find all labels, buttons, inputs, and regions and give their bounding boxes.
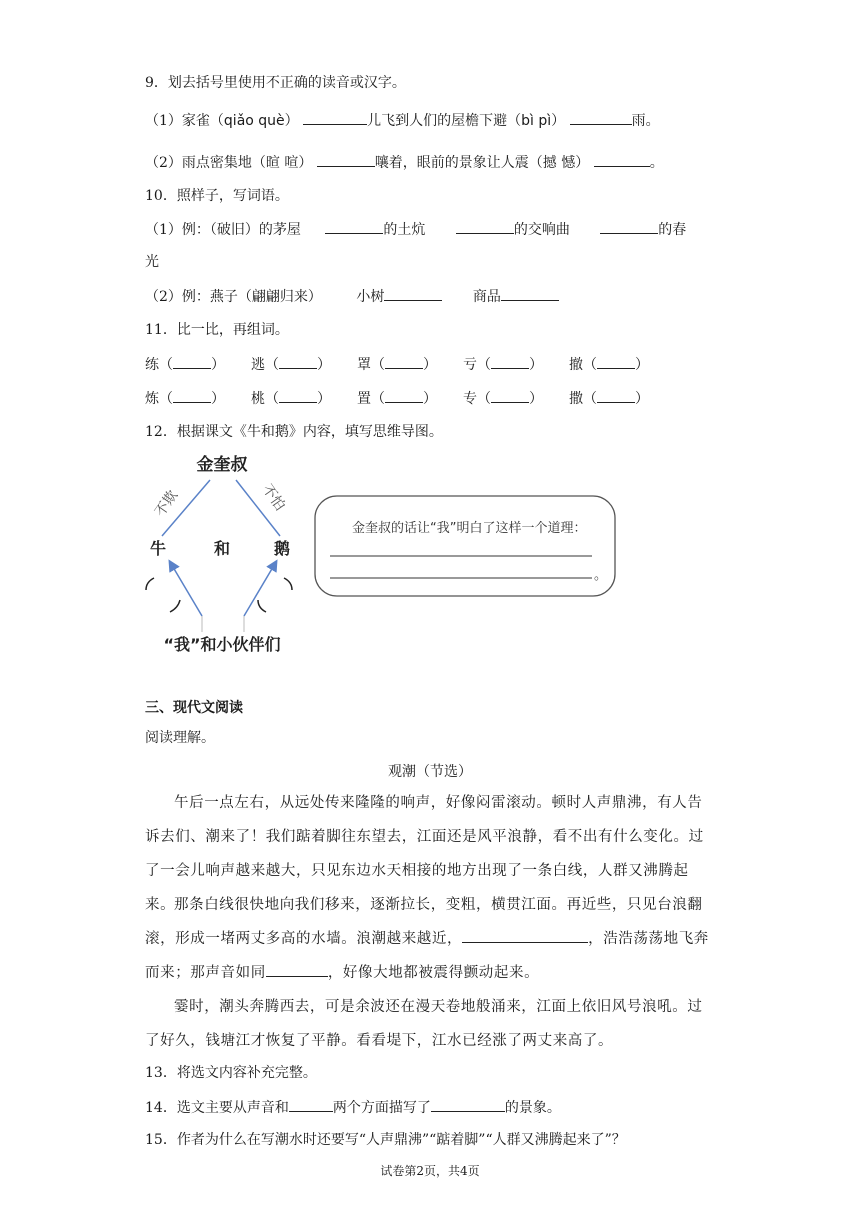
q11-char: 桃 bbox=[251, 391, 265, 407]
q10-word: 的土炕 bbox=[383, 222, 426, 238]
q11-cell bbox=[357, 388, 437, 408]
passage-p3: 霎时，潮头奔腾西去，可是余波还在漫天卷地般涌来，江面上依旧风号浪吼。过了好久，钱塘江才恢复了平静。看看堤下，江水已经涨了两丈来高了。 bbox=[145, 999, 703, 1049]
q10-word: 小树 bbox=[356, 289, 385, 305]
q9-item1-part: （1）家雀（ bbox=[145, 113, 224, 129]
blank-bracket bbox=[258, 600, 266, 612]
section-subtitle: 阅读理解。 bbox=[145, 730, 215, 746]
q9-title: 9．划去括号里使用不正确的读音或汉字。 bbox=[145, 75, 406, 91]
answer-blank[interactable] bbox=[600, 219, 658, 234]
q11-char: 罩 bbox=[357, 357, 371, 373]
passage-p2-part: ，好像大地都被震得颤动起来。 bbox=[327, 965, 540, 981]
q11-cell bbox=[569, 354, 649, 374]
q11-paren-close: ） bbox=[211, 357, 225, 373]
q14-part: 的景象。 bbox=[504, 1100, 561, 1116]
passage-p2-part: ，浩浩荡荡地飞奔而来；那声音如同 bbox=[145, 931, 709, 981]
answer-blank[interactable] bbox=[266, 962, 328, 977]
lesson-box bbox=[315, 496, 615, 596]
node-jinkuishu: 金奎叔 bbox=[196, 455, 248, 475]
q11-cell bbox=[251, 354, 331, 374]
q10-item1-cont: 光 bbox=[145, 254, 159, 270]
q11-cell bbox=[357, 354, 437, 374]
q11-char: 置 bbox=[357, 391, 371, 407]
q10-example: （1）例：（破旧）的茅屋 bbox=[145, 222, 301, 238]
q14 bbox=[145, 1097, 561, 1118]
answer-blank[interactable] bbox=[279, 354, 317, 369]
q10-word: 的交响曲 bbox=[513, 222, 570, 238]
q9-item1-part: ） bbox=[284, 113, 299, 129]
answer-blank[interactable] bbox=[173, 354, 211, 369]
answer-blank[interactable] bbox=[491, 354, 529, 369]
q11-paren-open: （ bbox=[583, 391, 597, 407]
q11-paren-open: （ bbox=[159, 357, 173, 373]
q9-item1-part: 儿飞到人们的屋檐下避（ bbox=[367, 113, 522, 129]
q11-cell bbox=[569, 388, 649, 408]
answer-blank[interactable] bbox=[431, 1097, 505, 1112]
answer-blank[interactable] bbox=[501, 286, 559, 301]
answer-blank[interactable] bbox=[384, 286, 442, 301]
answer-blank[interactable] bbox=[456, 219, 514, 234]
q10-item1 bbox=[145, 219, 686, 240]
q10-example: （2）例：燕子（翩翩归来） bbox=[145, 289, 322, 305]
q11-char: 练 bbox=[145, 357, 159, 373]
q11-cell bbox=[463, 354, 543, 374]
answer-blank[interactable] bbox=[462, 928, 588, 943]
q10-word: 商品 bbox=[472, 289, 501, 305]
edge-label-left: 不欺 bbox=[152, 487, 182, 520]
q11-cell bbox=[145, 388, 225, 408]
answer-blank[interactable] bbox=[597, 388, 635, 403]
answer-blank[interactable] bbox=[385, 354, 423, 369]
q14-part: 两个方面描写了 bbox=[332, 1100, 431, 1116]
q11-paren-close: ） bbox=[317, 357, 331, 373]
node-ox: 牛 bbox=[149, 539, 167, 558]
q11-paren-close: ） bbox=[635, 391, 649, 407]
q11-char: 撒 bbox=[569, 391, 583, 407]
q11-char: 撤 bbox=[569, 357, 583, 373]
q11-char: 逃 bbox=[251, 357, 265, 373]
passage-p1: 午后一点左右，从远处传来隆隆的响声，好像闷雷滚动。顿时人声鼎沸，有人告诉去们、潮来了！我们踮着脚往东望去，江面还是风平浪静，看不出有什么变化。过了一会儿响声越来越大，只见东边水天相接的地方出现了一条白线，人群又沸腾起来。 bbox=[145, 795, 704, 913]
q12-title: 12．根据课文《牛和鹅》内容，填写思维导图。 bbox=[145, 424, 443, 440]
q9-item2-part: 。 bbox=[649, 155, 664, 171]
q11-paren-open: （ bbox=[159, 391, 173, 407]
answer-blank[interactable] bbox=[597, 354, 635, 369]
q11-paren-close: ） bbox=[635, 357, 649, 373]
q11-paren-open: （ bbox=[583, 357, 597, 373]
answer-blank[interactable] bbox=[491, 388, 529, 403]
q10-item2 bbox=[145, 286, 559, 307]
passage-p2 bbox=[145, 888, 715, 990]
answer-blank[interactable] bbox=[385, 388, 423, 403]
edge-label-right: 不怕 bbox=[258, 481, 288, 514]
q11-paren-open: （ bbox=[371, 357, 385, 373]
q11-char: 炼 bbox=[145, 391, 159, 407]
q9-item2-part: 嚷着，眼前的景象让人震（撼 憾） bbox=[374, 155, 590, 171]
q9-pinyin-2: bì pì bbox=[521, 113, 552, 129]
q11-paren-close: ） bbox=[529, 391, 543, 407]
q11-paren-close: ） bbox=[317, 391, 331, 407]
answer-blank[interactable] bbox=[594, 152, 650, 167]
q11-title: 11．比一比，再组词。 bbox=[145, 322, 289, 338]
article-title: 观潮（节选） bbox=[388, 764, 472, 780]
answer-blank[interactable] bbox=[570, 110, 632, 125]
q11-paren-close: ） bbox=[423, 391, 437, 407]
answer-blank[interactable] bbox=[303, 110, 367, 125]
section-title: 三、现代文阅读 bbox=[145, 700, 243, 716]
q9-item1 bbox=[145, 110, 660, 131]
q14-part: 14．选文主要从声音和 bbox=[145, 1100, 289, 1116]
answer-blank[interactable] bbox=[317, 152, 375, 167]
passage-p2-part: 那条白线很快地向我们移来，逐渐拉长，变粗，横贯江面。再近些，只见台浪翻滚，形成一堵两丈多高的水墙。浪潮越来越近， bbox=[145, 897, 703, 947]
q9-item1-part: 雨。 bbox=[631, 113, 660, 129]
q11-paren-close: ） bbox=[211, 391, 225, 407]
q11-paren-open: （ bbox=[477, 357, 491, 373]
q11-cell bbox=[251, 388, 331, 408]
mind-map bbox=[140, 448, 620, 668]
answer-blank[interactable] bbox=[279, 388, 317, 403]
q10-word: 的春 bbox=[658, 222, 687, 238]
q15-title: 15．作者为什么在写潮水时还要写“人声鼎沸”“踮着脚”“人群又沸腾起来了”？ bbox=[145, 1132, 626, 1148]
q11-paren-open: （ bbox=[477, 391, 491, 407]
answer-blank[interactable] bbox=[173, 388, 211, 403]
q9-item2 bbox=[145, 152, 664, 173]
q11-paren-close: ） bbox=[529, 357, 543, 373]
page-footer: 试卷第2页，共4页 bbox=[380, 1164, 480, 1178]
node-goose: 鹅 bbox=[273, 539, 291, 558]
answer-blank[interactable] bbox=[325, 219, 383, 234]
q9-pinyin-1: qiǎo què bbox=[223, 113, 285, 129]
q13-title: 13．将选文内容补充完整。 bbox=[145, 1065, 317, 1081]
q11-cell bbox=[463, 388, 543, 408]
q11-paren-open: （ bbox=[265, 357, 279, 373]
q9-item2-part: （2）雨点密集地（暄 喧） bbox=[145, 155, 313, 171]
q11-cell bbox=[145, 354, 225, 374]
q10-title: 10．照样子，写词语。 bbox=[145, 188, 289, 204]
q11-paren-close: ） bbox=[423, 357, 437, 373]
blank-bracket bbox=[146, 578, 154, 590]
node-me-and-friends: “我”和小伙伴们 bbox=[163, 635, 281, 654]
q11-char: 专 bbox=[463, 391, 477, 407]
node-and: 和 bbox=[213, 539, 231, 558]
blank-bracket bbox=[284, 578, 292, 590]
blank-bracket bbox=[170, 600, 180, 612]
lesson-box-period: 。 bbox=[594, 568, 608, 583]
lesson-box-prompt: 金奎叔的话让“我”明白了这样一个道理： bbox=[352, 521, 587, 536]
q11-paren-open: （ bbox=[371, 391, 385, 407]
q9-item1-part: ） bbox=[551, 113, 566, 129]
q11-paren-open: （ bbox=[265, 391, 279, 407]
answer-blank[interactable] bbox=[289, 1097, 333, 1112]
q11-char: 亏 bbox=[463, 357, 477, 373]
